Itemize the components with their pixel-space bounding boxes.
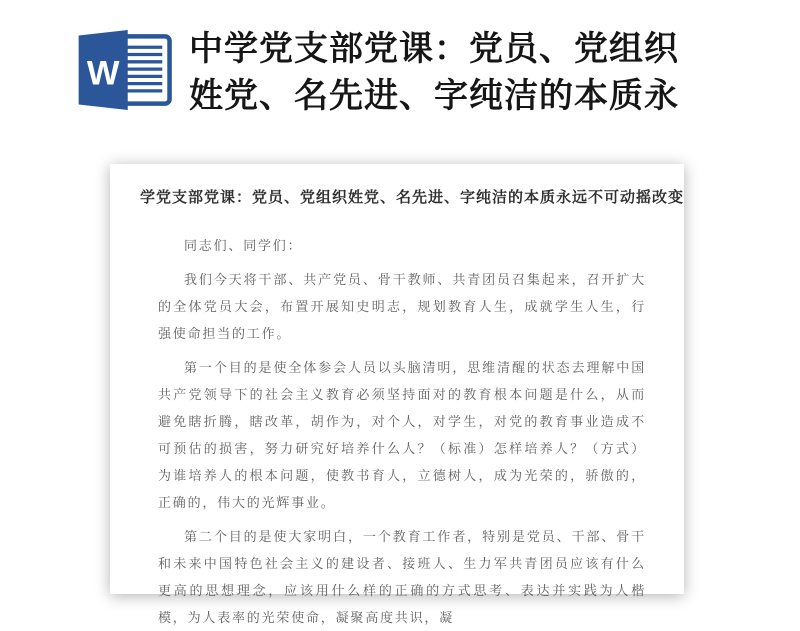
- word-file-icon: [75, 26, 175, 114]
- document-title: 学党支部党课：党员、党组织姓党、名先进、字纯洁的本质永远不可动摇改变: [140, 190, 685, 206]
- word-w-glyph: W: [86, 54, 120, 93]
- page-title: 中学党支部党课：党员、党组织姓党、名先进、字纯洁的本质永: [189, 30, 679, 115]
- document-paragraph: 我们今天将干部、共产党员、骨干教师、共青团员召集起来，召开扩大的全体党员大会，布置开展知史明志，规划教育人生，成就学生人生，行强使命担当的工作。: [158, 272, 646, 341]
- header: [75, 26, 697, 120]
- document-body: [158, 232, 646, 631]
- document-paragraph: 同志们、同学们：: [184, 238, 303, 253]
- document-paper: [110, 164, 685, 625]
- document-paragraph: 第二个目的是使大家明白，一个教育工作者，特别是党员、干部、骨干和未来中国特色社会主义的建设者、接班人、生力军共青团员应该有什么更高的思想理念，应该用什么样的正确的方式思考、表达并实践为人楷模，为人表率的光荣使命，凝聚高度共识，凝: [158, 529, 646, 625]
- document-paragraph: 第一个目的是使全体参会人员以头脑清明，思维清醒的状态去理解中国共产党领导下的社会主义教育必须坚持面对的教育根本问题是什么，从而避免瞎折腾，瞎改革，胡作为，对个人，对学生，对党的教育事业造成不可预估的损害，努力研究好培养什么人？（标准）怎样培养人？（方式）为谁培养人的根本问题，使教书育人，立德树人，成为光荣的，骄傲的，正确的，伟大的光辉事业。: [158, 360, 646, 510]
